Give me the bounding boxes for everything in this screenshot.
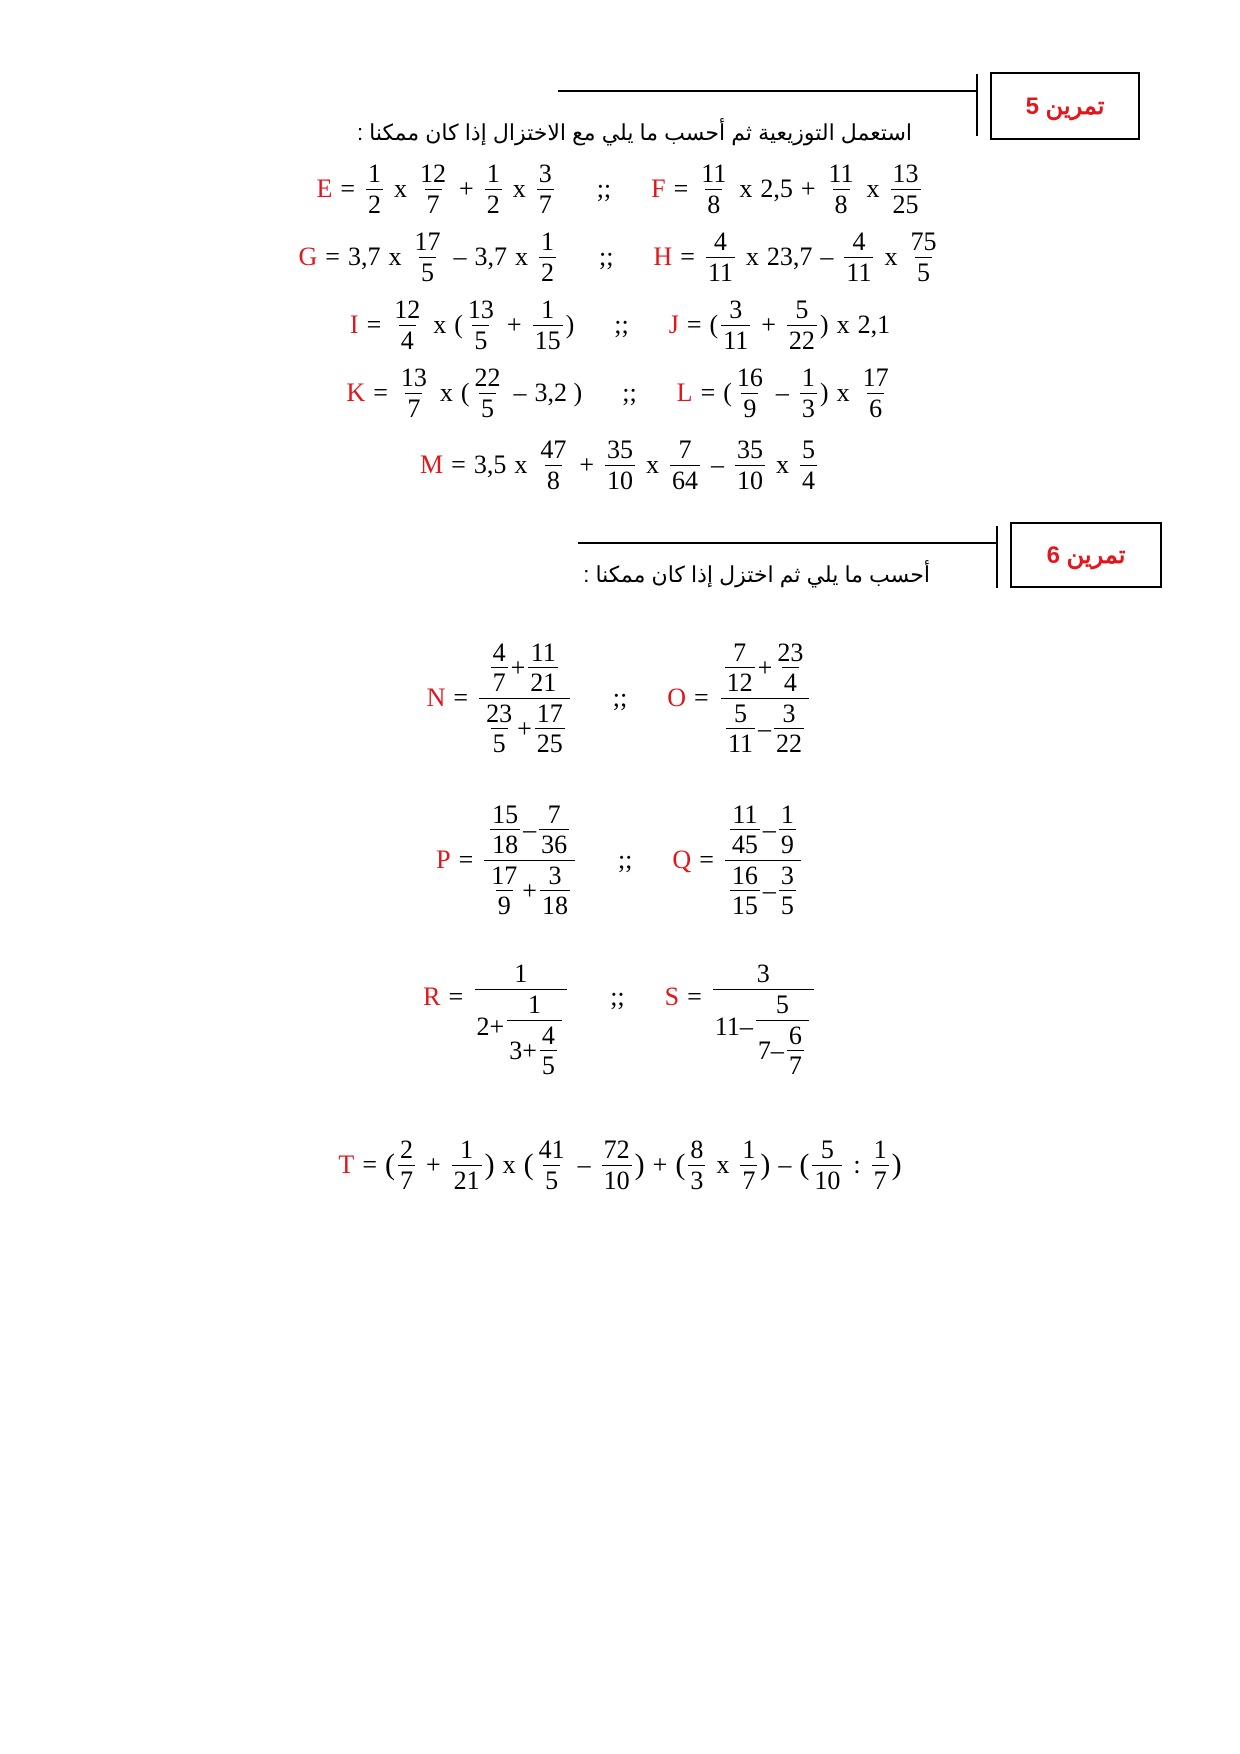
fraction: $\frac{12}{7}$ — [420, 159, 447, 219]
compound-fraction: $\frac{4}{7}$ + $\frac{11}{21}$ $\frac{23}{5}$ + $\frac{17}{25}$ — [479, 639, 570, 757]
fraction: $\frac{17}{6}$ — [862, 363, 889, 423]
ex5-title-box — [990, 72, 1140, 140]
fraction: $\frac{4}{11}$ — [707, 227, 733, 287]
fraction: $\frac{75}{5}$ — [910, 227, 937, 287]
fraction: $\frac{1}{2}$ — [368, 159, 382, 219]
ex5-header-divider — [976, 74, 978, 136]
label-j: J — [668, 310, 679, 339]
label-k: K — [346, 378, 366, 407]
row-p-q: P = $\frac{15}{18}$ – $\frac{7}{36}$ $\frac{17}{9}$ + $\frac{3}{18}$ ;; Q = $\frac{11}{45}$ – $\frac{1}{9}$ $\frac{16}{15}$ – $\frac{3}{5}$ — [0, 790, 1240, 930]
fraction: $\frac{13}{5}$ — [467, 295, 494, 355]
separator: ;; — [610, 982, 625, 1011]
fraction: $\frac{35}{10}$ — [606, 435, 633, 495]
fraction: $\frac{1}{15}$ — [534, 295, 561, 355]
row-i-j: I = $\frac{12}{4}$ x ( $\frac{13}{5}$ + $\frac{1}{15}$ ) ;; J = ( $\frac{3}{11}$ + $\frac{5}{22}$ ) x 2,1 — [349, 295, 891, 355]
compound-fraction: $\frac{11}{45}$ – $\frac{1}{9}$ $\frac{16}{15}$ – $\frac{3}{5}$ — [725, 801, 801, 919]
label-t: T — [338, 1150, 355, 1179]
separator: ;; — [617, 845, 633, 874]
fraction: $\frac{22}{5}$ — [474, 363, 501, 423]
continued-fraction: 1 2 + 1 3 + $\frac{4}{5}$ — [474, 960, 567, 1079]
row-e-f: E = $\frac{1}{2}$ x $\frac{12}{7}$ + $\frac{1}{2}$ x $\frac{3}{7}$ ;; F = $\frac{11}{8}$ x 2,5 + $\frac{11}{8}$ x $\frac{13}{25}$ — [316, 159, 919, 219]
fraction: $\frac{11}{8}$ — [828, 159, 854, 219]
fraction: $\frac{41}{5}$ — [538, 1135, 565, 1195]
fraction: $\frac{4}{11}$ — [846, 227, 872, 287]
fraction: $\frac{35}{10}$ — [736, 435, 763, 495]
fraction: $\frac{1}{7}$ — [742, 1135, 756, 1195]
row-m: M = 3,5 x $\frac{47}{8}$ + $\frac{35}{10}$ x $\frac{7}{64}$ – $\frac{35}{10}$ x $\frac{5}{4}$ — [420, 435, 815, 495]
fraction: $\frac{1}{2}$ — [540, 227, 554, 287]
label-h: H — [653, 242, 673, 271]
fraction: $\frac{1}{3}$ — [801, 363, 815, 423]
fraction: $\frac{1}{2}$ — [486, 159, 500, 219]
label-o: O — [667, 683, 686, 712]
fraction: $\frac{8}{3}$ — [690, 1135, 704, 1195]
fraction: $\frac{5}{4}$ — [801, 435, 815, 495]
fraction: $\frac{17}{5}$ — [414, 227, 441, 287]
fraction: $\frac{3}{7}$ — [538, 159, 552, 219]
fraction: $\frac{13}{7}$ — [400, 363, 427, 423]
label-q: Q — [672, 845, 692, 874]
fraction: $\frac{47}{8}$ — [540, 435, 567, 495]
row-r-s: R = 1 2 + 1 3 + $\frac{4}{5}$ ;; S = 3 11 – 5 7 – $\frac{6}{7}$ — [0, 960, 1240, 1100]
label-m: M — [420, 450, 444, 479]
continued-fraction: 3 11 – 5 7 – $\frac{6}{7}$ — [713, 960, 814, 1079]
label-e: E — [316, 174, 333, 203]
label-p: P — [436, 845, 451, 874]
ex6-instruction: أحسب ما يلي ثم اختزل إذا كان ممكنا : — [583, 562, 930, 587]
label-l: L — [676, 378, 693, 407]
separator: ;; — [614, 310, 629, 339]
row-k-l: K = $\frac{13}{7}$ x ( $\frac{22}{5}$ – 3,2 ) ;; L = ( $\frac{16}{9}$ – $\frac{1}{3}$ ) x $\frac{17}{6}$ — [346, 363, 889, 423]
fraction: $\frac{12}{4}$ — [394, 295, 421, 355]
fraction: $\frac{3}{11}$ — [723, 295, 749, 355]
label-g: G — [298, 242, 318, 271]
separator: ;; — [622, 378, 637, 407]
fraction: $\frac{11}{8}$ — [701, 159, 727, 219]
label-i: I — [349, 310, 359, 339]
label-f: F — [651, 174, 666, 203]
ex5-instruction: استعمل التوزيعية ثم أحسب ما يلي مع الاختزال إذا كان ممكنا : — [356, 120, 912, 145]
label-s: S — [664, 982, 680, 1011]
row-g-h: G = 3,7 x $\frac{17}{5}$ – 3,7 x $\frac{1}{2}$ ;; H = $\frac{4}{11}$ x 23,7 – $\frac{4}{11}$ x $\frac{75}{5}$ — [298, 227, 937, 287]
separator: ;; — [598, 242, 614, 271]
fraction: $\frac{7}{64}$ — [671, 435, 698, 495]
separator: ;; — [612, 683, 628, 712]
fraction: $\frac{2}{7}$ — [399, 1135, 413, 1195]
compound-fraction: $\frac{15}{18}$ – $\frac{7}{36}$ $\frac{17}{9}$ + $\frac{3}{18}$ — [484, 801, 575, 919]
ex5-title: تمرين 5 — [1025, 92, 1105, 120]
row-n-o: N = $\frac{4}{7}$ + $\frac{11}{21}$ $\frac{23}{5}$ + $\frac{17}{25}$ ;; O = $\frac{7}{12}$ + $\frac{23}{4}$ $\frac{5}{11}$ – $\frac{3}{22}$ — [0, 628, 1240, 768]
compound-fraction: $\frac{7}{12}$ + $\frac{23}{4}$ $\frac{5}{11}$ – $\frac{3}{22}$ — [720, 639, 811, 757]
fraction: $\frac{1}{7}$ — [873, 1135, 887, 1195]
fraction: $\frac{72}{10}$ — [603, 1135, 630, 1195]
label-n: N — [426, 683, 446, 712]
fraction: $\frac{5}{22}$ — [788, 295, 815, 355]
row-t: T = ( $\frac{2}{7}$ + $\frac{1}{21}$ ) x ( $\frac{41}{5}$ – $\frac{72}{10}$ ) + ( $\frac{8}{3}$ x $\frac{1}{7}$ ) – ( $\frac{5}{10}$ : $\frac{1}{7}$ ) — [338, 1135, 902, 1195]
fraction: $\frac{13}{25}$ — [892, 159, 919, 219]
ex6-title-box — [1010, 522, 1162, 588]
ex6-title: تمرين 6 — [1046, 541, 1126, 569]
ex5-header-line — [558, 90, 978, 92]
fraction: $\frac{5}{10}$ — [814, 1135, 841, 1195]
ex6-header-line — [578, 542, 998, 544]
separator: ;; — [596, 174, 612, 203]
fraction: $\frac{16}{9}$ — [736, 363, 763, 423]
fraction: $\frac{1}{21}$ — [453, 1135, 480, 1195]
ex6-header-divider — [996, 526, 998, 588]
label-r: R — [423, 982, 441, 1011]
